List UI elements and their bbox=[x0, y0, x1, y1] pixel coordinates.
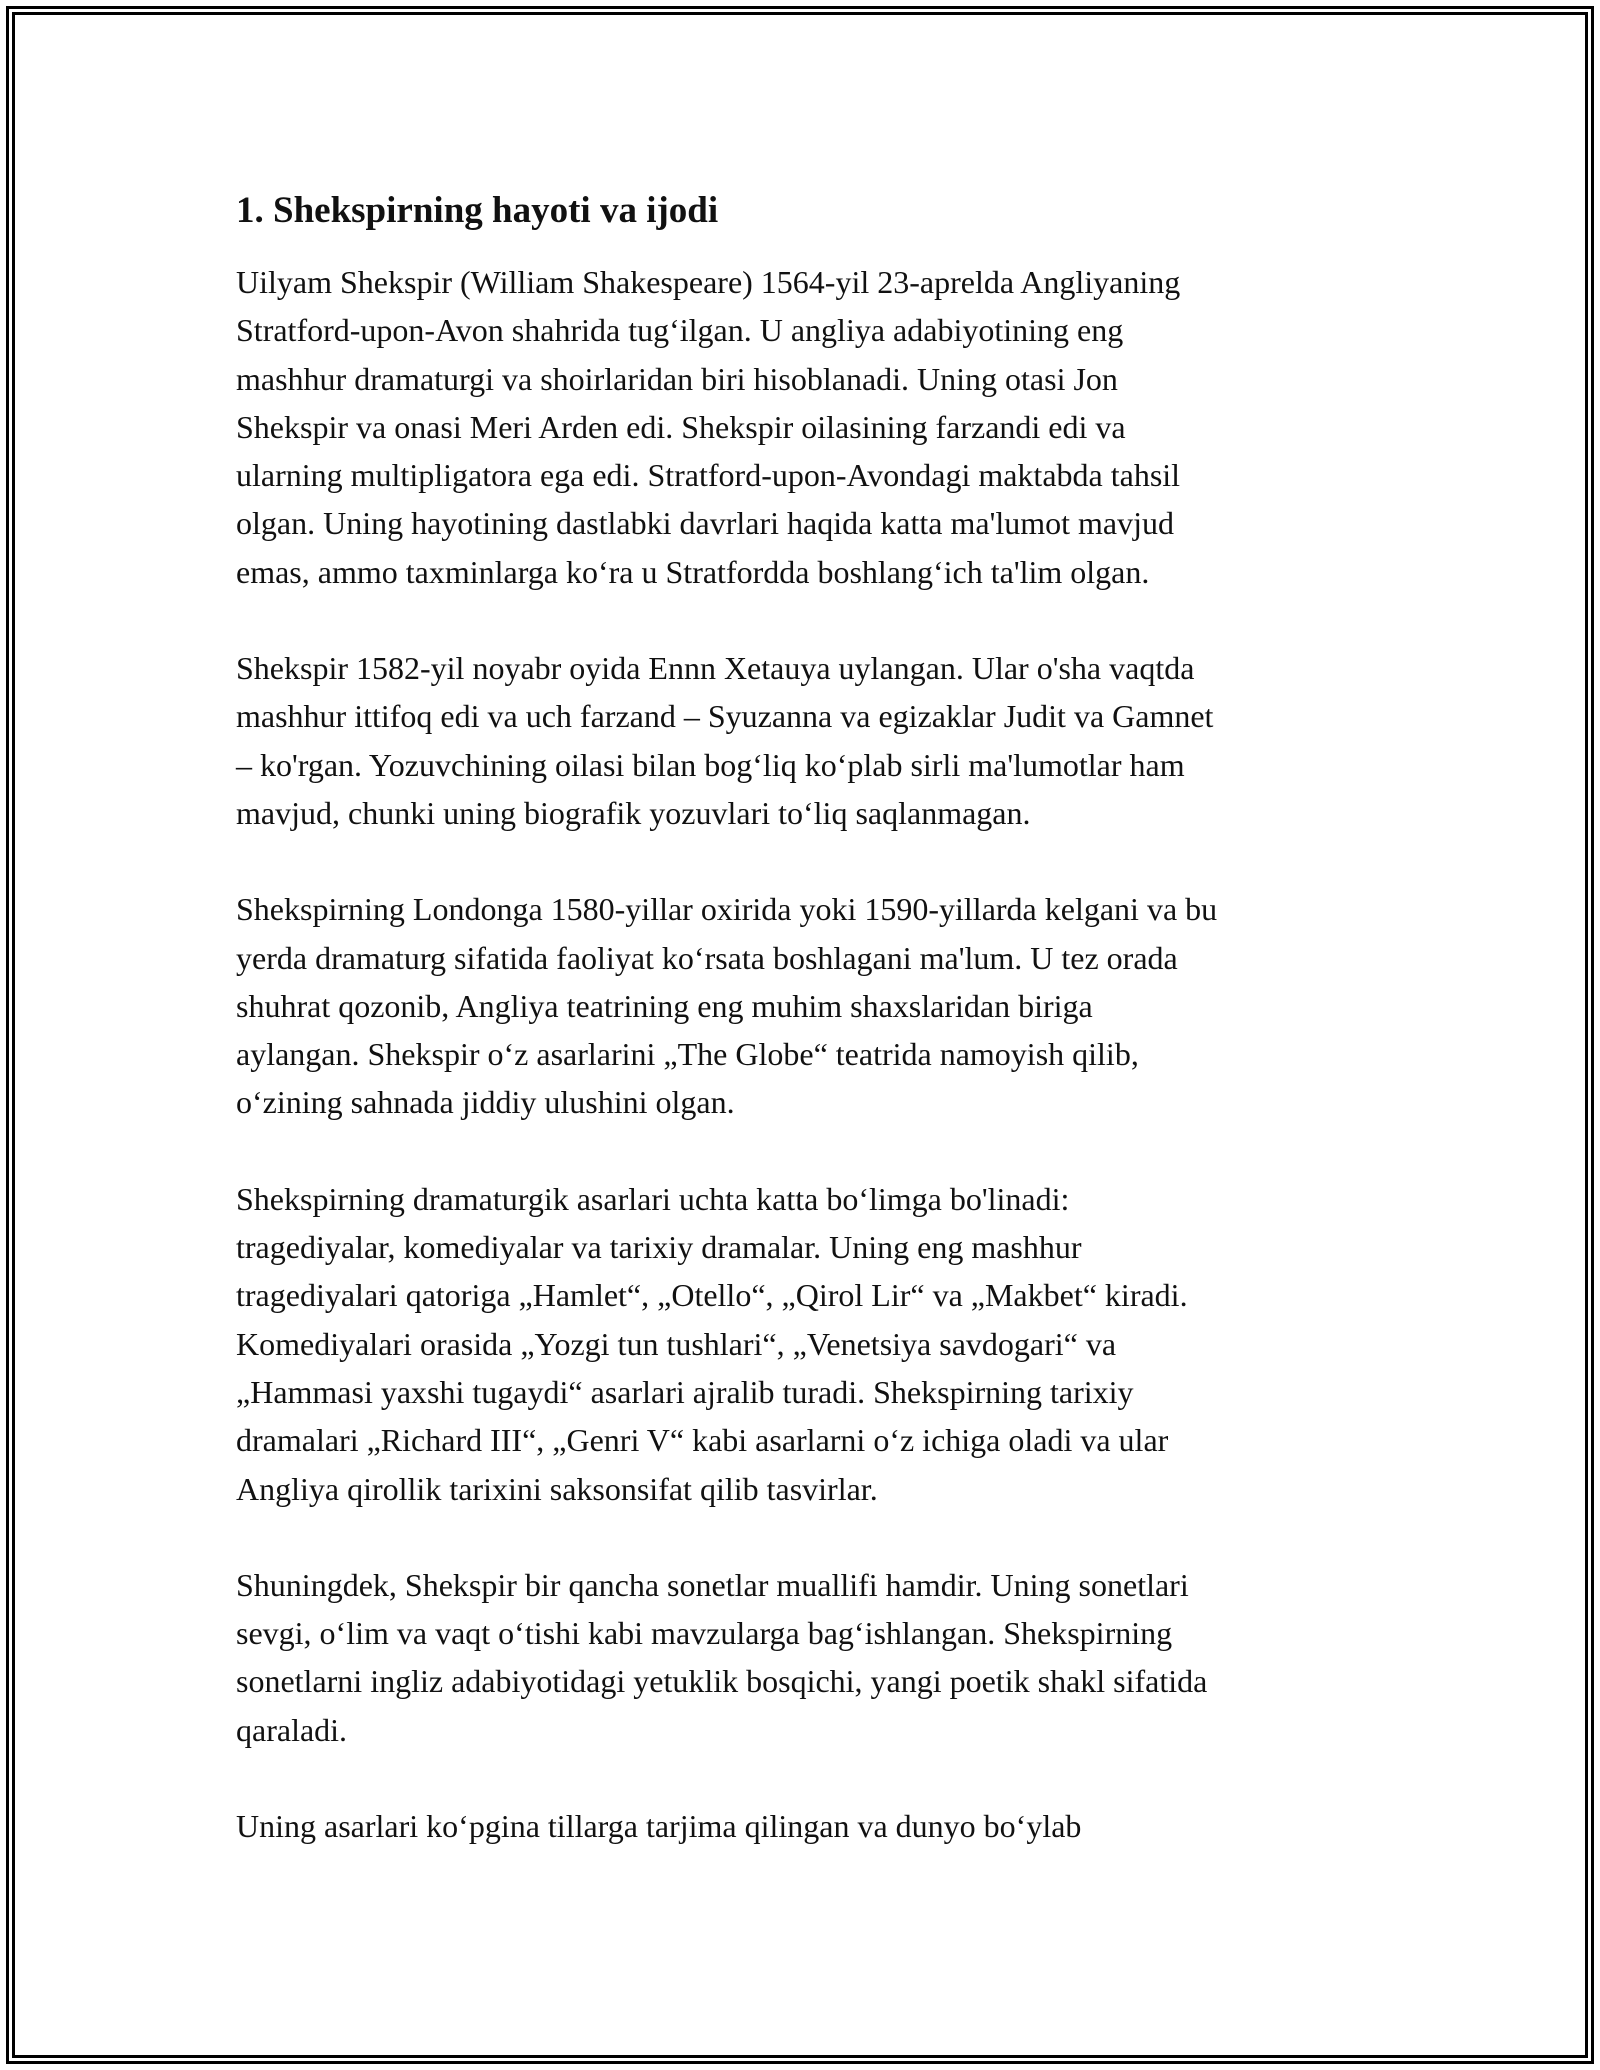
paragraph-line: tragediyalari qatoriga „Hamlet“, „Otello“, „Qirol Lir“ va „Makbet“ kiradi. bbox=[236, 1277, 1188, 1314]
paragraph-line: Komediyalari orasida „Yozgi tun tushlari“, „Venetsiya savdogari“ va bbox=[236, 1325, 1117, 1362]
paragraph bbox=[236, 1802, 1376, 1850]
paragraph-line: – ko'rgan. Yozuvchining oilasi bilan bog‘liq ko‘plab sirli ma'lumotlar ham bbox=[236, 746, 1185, 783]
paragraph-line: Shekspirning dramaturgik asarlari uchta katta bo‘limga bo'linadi: bbox=[236, 1180, 1070, 1217]
paragraph bbox=[236, 1175, 1376, 1513]
paragraph-line: Angliya qirollik tarixini saksonsifat qilib tasvirlar. bbox=[236, 1470, 878, 1507]
paragraph-line: sevgi, o‘lim va vaqt o‘tishi kabi mavzularga bag‘ishlangan. Shekspirning bbox=[236, 1615, 1173, 1652]
paragraph-line: mashhur dramaturgi va shoirlaridan biri hisoblanadi. Uning otasi Jon bbox=[236, 360, 1118, 397]
paragraph-line: yerda dramaturg sifatida faoliyat ko‘rsata boshlagani ma'lum. U tez orada bbox=[236, 939, 1178, 976]
paragraph bbox=[236, 885, 1376, 1126]
paragraph-line: aylangan. Shekspir o‘z asarlarini „The Globe“ teatrida namoyish qilib, bbox=[236, 1036, 1139, 1073]
paragraph-line: Uilyam Shekspir (William Shakespeare) 1564-yil 23-aprelda Angliyaning bbox=[236, 264, 1181, 300]
document-body bbox=[236, 186, 1376, 1898]
paragraph bbox=[236, 644, 1376, 837]
paragraph bbox=[236, 258, 1376, 596]
paragraph-line: tragediyalar, komediyalar va tarixiy dramalar. Uning eng mashhur bbox=[236, 1229, 1082, 1266]
paragraph-line: mavjud, chunki uning biografik yozuvlari to‘liq saqlanmagan. bbox=[236, 794, 1031, 831]
paragraph-line: olgan. Uning hayotining dastlabki davrlari haqida katta ma'lumot mavjud bbox=[236, 505, 1174, 542]
paragraph-line: dramalari „Richard III“, „Genri V“ kabi asarlarni o‘z ichiga oladi va ular bbox=[236, 1422, 1169, 1459]
paragraph-line: mashhur ittifoq edi va uch farzand – Syuzanna va egizaklar Judit va Gamnet bbox=[236, 698, 1214, 735]
paragraph-line: „Hammasi yaxshi tugaydi“ asarlari ajralib turadi. Shekspirning tarixiy bbox=[236, 1373, 1134, 1410]
paragraph-line: emas, ammo taxminlarga ko‘ra u Stratfordda boshlang‘ich ta'lim olgan. bbox=[236, 553, 1150, 590]
paragraph-line: Shekspir va onasi Meri Arden edi. Shekspir oilasining farzandi edi va bbox=[236, 408, 1126, 445]
paragraph-line: o‘zining sahnada jiddiy ulushini olgan. bbox=[236, 1084, 735, 1121]
paragraph-line: Shekspir 1582-yil noyabr oyida Ennn Xetauya uylangan. Ular o'sha vaqtda bbox=[236, 650, 1195, 687]
paragraph-line: Shekspirning Londonga 1580-yillar oxirida yoki 1590-yillarda kelgani va bu bbox=[236, 891, 1218, 928]
paragraph-line: ularning multipligatora ega edi. Stratford-upon-Avondagi maktabda tahsil bbox=[236, 457, 1181, 494]
paragraph-line: Stratford-upon-Avon shahrida tug‘ilgan. U angliya adabiyotining eng bbox=[236, 312, 1124, 349]
paragraph-line: sonetlarni ingliz adabiyotidagi yetuklik bosqichi, yangi poetik shakl sifatida bbox=[236, 1663, 1208, 1700]
paragraph bbox=[236, 1561, 1376, 1754]
paragraph-line: Uning asarlari ko‘pgina tillarga tarjima qilingan va dunyo bo‘ylab bbox=[236, 1808, 1082, 1845]
paragraph-line: Shuningdek, Shekspir bir qancha sonetlar muallifi hamdir. Uning sonetlari bbox=[236, 1566, 1189, 1603]
paragraph-line: shuhrat qozonib, Angliya teatrining eng muhim shaxslaridan biriga bbox=[236, 987, 1093, 1024]
paragraph-list bbox=[236, 258, 1376, 1850]
paragraph-line: qaraladi. bbox=[236, 1711, 348, 1748]
section-heading: 1. Shekspirning hayoti va ijodi bbox=[236, 190, 719, 231]
